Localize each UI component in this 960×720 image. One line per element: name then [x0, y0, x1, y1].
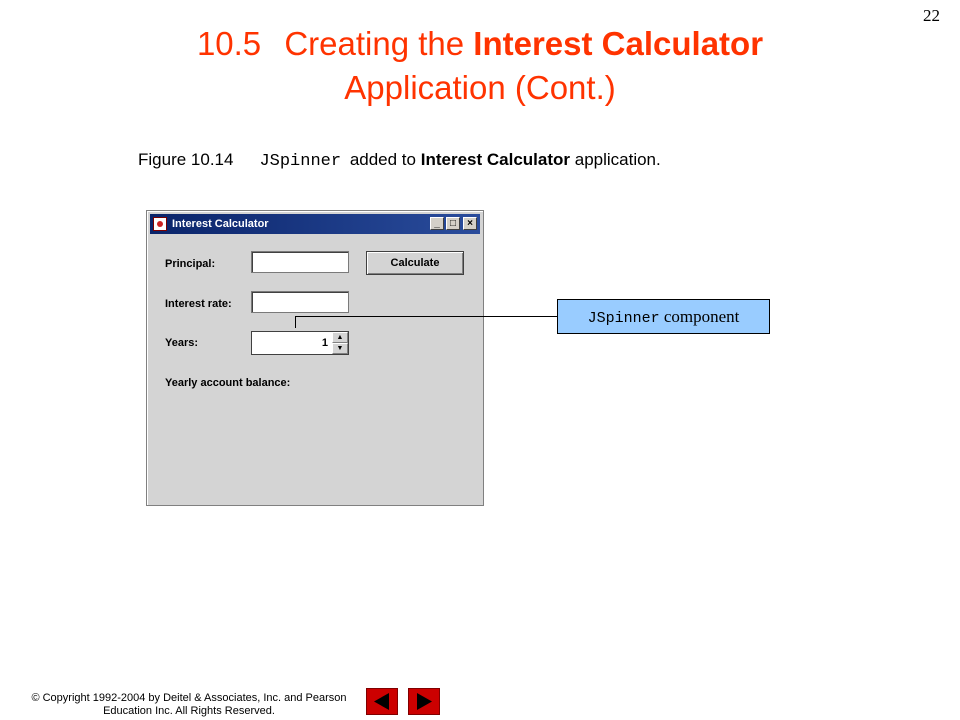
page-number: 22 — [923, 6, 940, 25]
slide-title — [0, 22, 960, 110]
jspinner-callout — [557, 299, 770, 334]
app-icon — [153, 217, 167, 231]
callout-text: component — [663, 307, 740, 326]
window-title: Interest Calculator — [172, 218, 269, 230]
next-slide-button[interactable] — [408, 688, 440, 715]
spinner-down-arrow-icon[interactable]: ▼ — [332, 343, 348, 354]
yearly-balance-label: Yearly account balance: — [165, 377, 291, 389]
callout-leader-line — [295, 316, 557, 317]
title-prefix: Creating the — [284, 25, 465, 62]
copyright-notice — [14, 692, 364, 718]
caption-suffix: application. — [574, 150, 661, 169]
callout-code: JSpinner — [587, 310, 660, 327]
caption-figure: Figure 10.14 — [138, 150, 234, 169]
copyright-line1: © Copyright 1992-2004 by Deitel & Associates, Inc. and Pearson — [31, 692, 347, 704]
interest-calculator-window — [146, 210, 484, 506]
title-section-number: 10.5 — [196, 25, 262, 62]
caption-middle: added to — [349, 150, 416, 169]
interest-rate-label: Interest rate: — [165, 298, 232, 310]
caption-code: JSpinner — [259, 152, 342, 171]
spinner-up-arrow-icon[interactable]: ▲ — [332, 332, 348, 343]
figure-caption — [138, 150, 661, 171]
title-line2: Application (Cont.) — [344, 69, 616, 106]
years-spinner-value[interactable]: 1 — [321, 337, 328, 349]
minimize-button[interactable]: _ — [430, 217, 444, 230]
close-button[interactable]: × — [463, 217, 477, 230]
principal-label: Principal: — [165, 258, 216, 270]
copyright-line2: Education Inc. All Rights Reserved. — [103, 705, 275, 717]
left-arrow-icon — [367, 689, 397, 714]
callout-leader-tick — [295, 316, 296, 328]
calculate-button[interactable]: Calculate — [366, 251, 464, 275]
window-titlebar[interactable] — [150, 214, 480, 234]
maximize-button[interactable]: □ — [446, 217, 460, 230]
interest-rate-field[interactable] — [251, 291, 349, 313]
title-bold: Interest Calculator — [473, 25, 764, 62]
previous-slide-button[interactable] — [366, 688, 398, 715]
right-arrow-icon — [409, 689, 439, 714]
years-label: Years: — [165, 337, 199, 349]
caption-bold: Interest Calculator — [420, 150, 570, 169]
principal-field[interactable] — [251, 251, 349, 273]
years-spinner[interactable] — [251, 331, 349, 355]
